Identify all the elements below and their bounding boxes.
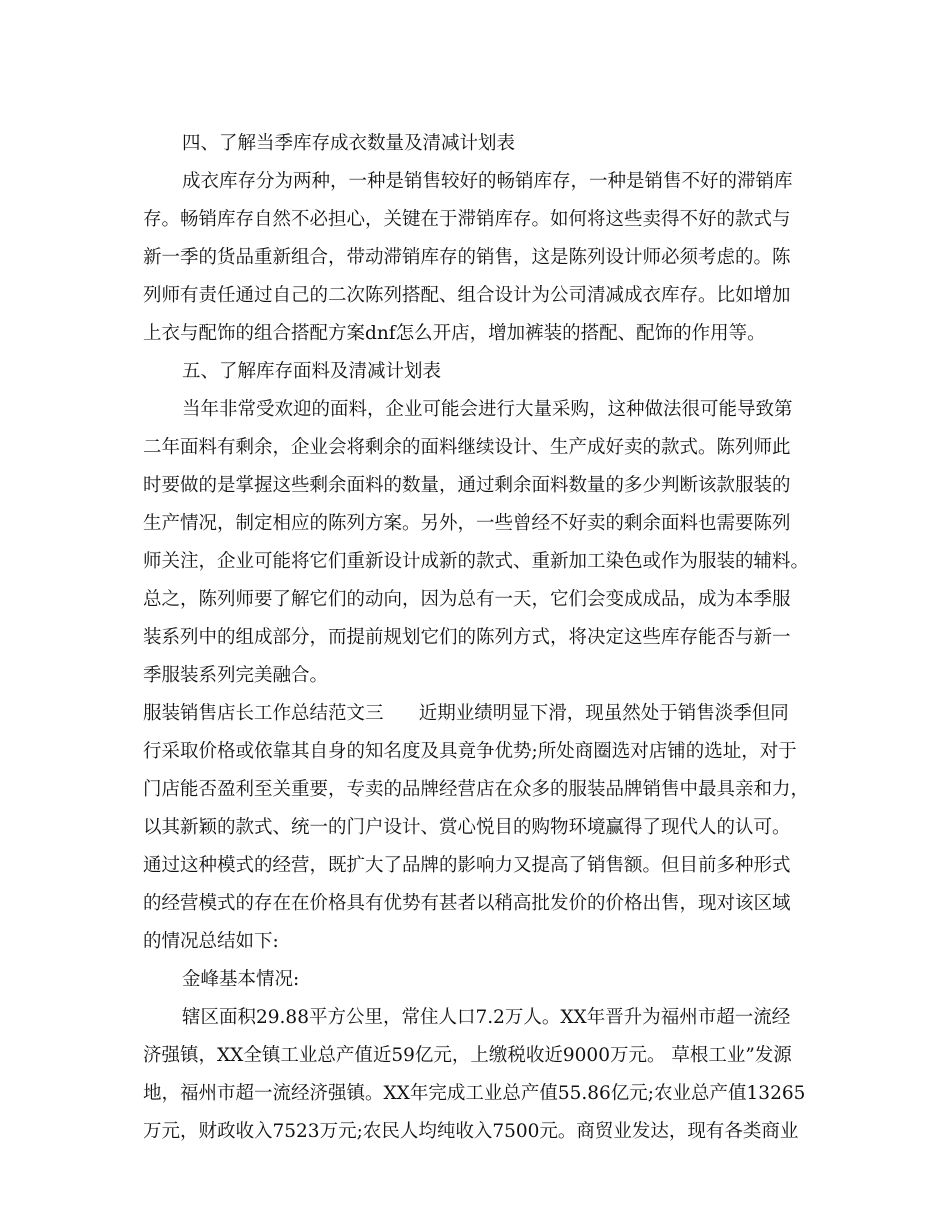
paragraph-line: 总之，陈列师要了解它们的动向，因为总有一天，它们会变成成品，成为本季服: [143, 589, 791, 610]
paragraph-line: 师关注，企业可能将它们重新设计成新的款式、重新加工染色或作为服装的辅料。: [143, 551, 810, 572]
heading-section-4: 四、了解当季库存成衣数量及清减计划表: [182, 133, 516, 154]
paragraph-line: 成衣库存分为两种，一种是销售较好的畅销库存，一种是销售不好的滞销库: [182, 171, 793, 192]
paragraph-line: 存。畅销库存自然不必担心，关键在于滞销库存。如何将这些卖得不好的款式与: [143, 209, 791, 230]
paragraph-line: 上衣与配饰的组合搭配方案dnf怎么开店，增加裤装的搭配、配饰的作用等。: [143, 323, 766, 344]
paragraph-line: 辖区面积29.88平方公里，常住人口7.2万人。XX年晋升为福州市超一流经: [182, 1007, 791, 1028]
paragraph-line: 地，福州市超一流经济强镇。XX年完成工业总产值55.86亿元;农业总产值13265: [143, 1083, 806, 1104]
paragraph-line: 季服装系列完美融合。: [143, 665, 329, 686]
heading-section-5: 五、了解库存面料及清减计划表: [182, 361, 442, 382]
paragraph-line: 新一季的货品重新组合，带动滞销库存的销售，这是陈列设计师必须考虑的。陈: [143, 247, 791, 268]
paragraph-line: 二年面料有剩余，企业会将剩余的面料继续设计、生产成好卖的款式。陈列师此: [143, 437, 791, 458]
paragraph-line: 门店能否盈利至关重要，专卖的品牌经营店在众多的服装品牌销售中最具亲和力，: [143, 779, 810, 800]
paragraph-line: 行采取价格或依靠其自身的知名度及具竟争优势;所处商圈选对店铺的选址，对于: [143, 741, 797, 762]
paragraph-line: 装系列中的组成部分，而提前规划它们的陈列方式，将决定这些库存能否与新一: [143, 627, 791, 648]
paragraph-line: 济强镇，XX全镇工业总产值近59亿元，上缴税收近9000万元。 草根工业”发源: [143, 1045, 792, 1066]
paragraph-line: 当年非常受欢迎的面料，企业可能会进行大量采购，这种做法很可能导致第: [182, 399, 793, 420]
paragraph-line: 万元，财政收入7523万元;农民人均纯收入7500元。商贸业发达，现有各类商业: [143, 1121, 799, 1142]
subheading-jinfeng: 金峰基本情况:: [182, 969, 300, 990]
paragraph-line: 以其新颖的款式、统一的门户设计、赏心悦目的购物环境赢得了现代人的认可。: [143, 817, 791, 838]
paragraph-line: 生产情况，制定相应的陈列方案。另外，一些曾经不好卖的剩余面料也需要陈列: [143, 513, 791, 534]
article-title-line: 服装销售店长工作总结范文三 近期业绩明显下滑，现虽然处于销售淡季但同: [143, 703, 789, 724]
paragraph-line: 时要做的是掌握这些剩余面料的数量，通过剩余面料数量的多少判断该款服装的: [143, 475, 791, 496]
paragraph-line: 的情况总结如下:: [143, 931, 279, 952]
paragraph-line: 通过这种模式的经营，既扩大了品牌的影响力又提高了销售额。但目前多种形式: [143, 855, 791, 876]
paragraph-line: 的经营模式的存在在价格具有优势有甚者以稍高批发价的价格出售，现对该区域: [143, 893, 791, 914]
paragraph-line: 列师有责任通过自己的二次陈列搭配、组合设计为公司清减成衣库存。比如增加: [143, 285, 791, 306]
